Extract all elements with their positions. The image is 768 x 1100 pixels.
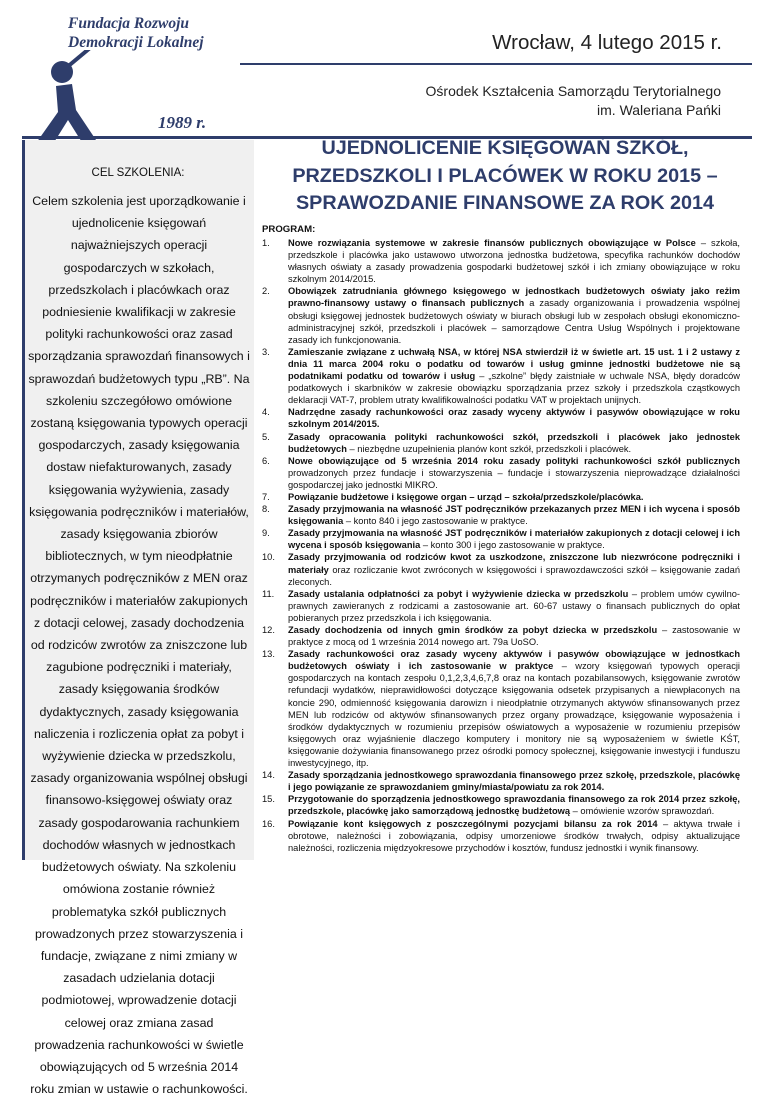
list-item	[262, 769, 740, 793]
list-item-text	[288, 769, 740, 793]
list-item-number: 11.	[262, 588, 275, 599]
list-item-bold-text: Powiązanie budżetowe i księgowe organ – urząd – szkoła/przedszkole/placówka.	[288, 491, 644, 502]
list-item	[262, 551, 740, 587]
list-item-number: 4.	[262, 407, 270, 418]
list-item-regular-text: – zastosowanie w praktyce z mocą od 1 września 2014 nowego art. 79a UoSO.	[288, 625, 741, 648]
list-item	[262, 624, 740, 648]
list-item-text	[288, 455, 740, 491]
letter-date: Wrocław, 4 lutego 2015 r.	[492, 31, 722, 54]
list-item-text	[288, 346, 740, 406]
list-item-number: 16.	[262, 818, 275, 829]
list-item-number: 15.	[262, 794, 275, 805]
list-item-text	[288, 406, 740, 430]
list-item-regular-text: – konto 840 i jego zastosowanie w praktyce.	[343, 516, 528, 527]
list-item	[262, 491, 740, 503]
list-item-regular-text: – „szkolne” błędy zaistniałe w uchwale NSA, błędy doradców podatkowych i skarbników w zakresie obowiązku sporządzania przez szkoły i przedszkola cząstkowych deklaracji VAT-7, problem utraty kwalifikowalności podatku VAT w projektach unijnych.	[288, 371, 740, 406]
list-item	[262, 237, 740, 285]
list-item-text	[288, 491, 740, 503]
list-item-bold-text: Zasady przyjmowania na własność JST podręczników przekazanych przez MEN i ich wycena i sposób księgowania	[288, 504, 740, 527]
date-divider	[240, 63, 752, 65]
list-item	[262, 346, 740, 406]
list-item	[262, 818, 740, 854]
list-item-number: 5.	[262, 431, 270, 442]
list-item	[262, 285, 740, 345]
foundation-name-line1: Fundacja Rozwoju	[68, 15, 190, 32]
list-item-regular-text: – omówienie wzorów sprawozdań.	[570, 806, 715, 817]
list-item-bold-text: Zasady opracowania polityki rachunkowości szkół, przedszkoli i placówek jako jednostek budżetowych	[288, 431, 740, 454]
list-item-text	[288, 431, 740, 455]
list-item-number: 12.	[262, 625, 275, 635]
list-item-regular-text: – wzory księgowań typowych operacji gospodarczych na kontach zespołu 0,1,2,3,4,6,7,8 oraz na kontach pozabilansowych, księgowanie zwrotów refundacji wydatków, nieprawidłowości dotyczące księgowania odsetek przypisanych a niewpłaconych na koncie 290, odmienność księgowania darowizn i nieodpłatnie otrzymanych aktywów sfinansowanych przez MEN lub rodziców od aktywów sfinansowanych przez organy prowadzące, księgowanie wyposażenia i środków dydaktycznych w rozumieniu przepisów oświatowych a wyposażenie w rozumieniu przepisów księgowych oraz wyjaśnienie dlaczego komputery i monitory nie są wyposażeniem w świetle KŚT, księgowanie dożywiania finansowanego przez ośrodki pomocy społecznej, księgowanie inwestycji i funduszu inwestycyjnego, itp.	[288, 661, 740, 769]
sidebar-divider	[22, 140, 25, 860]
list-item-text	[288, 793, 740, 817]
list-item	[262, 648, 740, 769]
list-item-regular-text: – konto 300 i jego zastosowanie w praktyce.	[420, 540, 605, 551]
list-item-regular-text: – aktywa trwałe i obrotowe, należności i zobowiązania, odpisy umorzeniowe środków trwałych, odpisy aktualizujące należności, rozliczenia międzyokresowe przychodów i kosztów, fundusz jednostki i wynik finansowy.	[288, 818, 740, 853]
list-item-number: 14.	[262, 770, 275, 781]
program-list	[262, 237, 740, 854]
sidebar-title: CEL SZKOLENIA:	[91, 167, 185, 179]
list-item-text	[288, 818, 740, 854]
sidebar-body: Celem szkolenia jest uporządkowanie i ujednolicenie księgowań najważniejszych operacji gospodarczych w szkołach, przedszkolach i placówkach oraz podniesienie kwalifikacji w zakresie polityki rachunkowości oraz zasad sporządzania sprawozdań finansowych i sprawozdań budżetowych typu „RB”. Na szkoleniu szczegółowo omówione zostaną księgowania typowych operacji gospodarczych, zasady księgowania dostaw niefakturowanych, zasady księgowania wyżywienia, zasady księgowania podręczników i materiałów, zasady księgowania zbiorów bibliotecznych, w tym nieodpłatnie otrzymanych podręczników z MEN oraz podręczników i materiałów zakupionych z dotacji celowej, zasady dochodzenia od rodziców zwrotów za zniszczone lub zagubione podręczniki i materiały, zasady księgowania środków dydaktycznych, zasady księgowania naliczenia i rozliczenia opłat za pobyt i wyżywienie dziecka w przedszkolu, zasady organizowania wspólnej obsługi finansowo-księgowej oświaty oraz zasady gospodarowania rachunkiem dochodów własnych w jednostkach budżetowych oświaty. Na szkoleniu omówiona zostanie również problematyka szkół publicznych prowadzonych przez stowarzyszenia i fundacje, związane z nimi zmiany w zasadach udzielania dotacji podmiotowej, wprowadzenie dotacji celowej oraz zmiana zasad prowadzenia rachunkowości w świetle obowiązujących od 5 września 2014 roku zmian w ustawie o rachunkowości.	[28, 194, 250, 1097]
list-item	[262, 503, 740, 527]
list-item-bold-text: Zasady sporządzania jednostkowego sprawozdania finansowego przez szkołę, przedszkole, placówkę i jego powiązanie ze sprawozdaniem gminy/miasta/powiatu za rok 2014.	[288, 770, 740, 793]
list-item-number: 10.	[262, 552, 275, 563]
list-item-number: 2.	[262, 286, 270, 297]
list-item-number: 13.	[262, 649, 275, 660]
list-item-number: 8.	[262, 504, 270, 515]
list-item-bold-text: Zamieszanie związane z uchwałą NSA, w której NSA stwierdził iż w świetle art. 15 ust. 1 i 2 ustawy z dnia 11 marca 2004 roku o podatku od towarów i usług gminne jednostki budżetowe nie są podatnikami podatku od towarów i usług	[288, 346, 740, 382]
list-item-regular-text: – problem umów cywilno-prawnych zawieranych z rodzicami a zastosowanie art. 60-67 ustawy o finansach publicznych do opłat pobieranych przez przedszkola i ich księgowania.	[288, 588, 741, 623]
list-item-bold-text: Przygotowanie do sporządzenia jednostkowego sprawozdania finansowego za rok 2014 przez szkołę, przedszkole, placówkę jako samorządową jednostkę budżetową	[288, 794, 740, 817]
list-item-regular-text: – szkoła, przedszkole i placówka jako ustawowo utworzona jednostka budżetowa, specyfika rachunków dochodów własnych oświaty a zasady prowadzenia gospodarki budżetowej szkół i ich zmiany obowiązujące w roku szkolnym 2014/2015.	[288, 238, 740, 285]
list-item-regular-text: prowadzonych przez fundacje i stowarzyszenia – fundacje i stowarzyszenia nieprowadzące działalności gospodarczej jako jednostki MIKRO.	[288, 467, 740, 490]
list-item-text	[288, 527, 740, 551]
organization-name	[301, 82, 721, 120]
list-item-number: 6.	[262, 455, 270, 466]
list-item-text	[288, 588, 740, 624]
foundation-name-line2: Demokracji Lokalnej	[68, 34, 204, 51]
list-item-bold-text: Nadrzędne zasady rachunkowości oraz zasady wyceny aktywów i pasywów obowiązujące w roku szkolnym 2014/2015.	[288, 407, 740, 430]
list-item-text	[288, 285, 740, 345]
list-item-text	[288, 624, 740, 648]
organization-line2: im. Waleriana Pańki	[597, 102, 721, 118]
list-item-regular-text: oraz rozliczanie kwot zwróconych w księgowości i sprawozdawczości szkół – księgowanie zadań zleconych.	[288, 564, 740, 587]
list-item	[262, 527, 740, 551]
list-item-text	[288, 237, 740, 285]
list-item-regular-text: a zasady organizowania i prowadzenia wspólnej obsługi księgowej jednostek budżetowych oświaty w biurach obsługi lub w zespołach obsługi ekonomiczno-administracyjnej szkół, przedszkoli i placówek – samorządowe Centra Usług Wspólnych i projektowane zasady ich funkcjonowania.	[288, 298, 740, 345]
list-item	[262, 431, 740, 455]
list-item-bold-text: Zasady dochodzenia od innych gmin środków za pobyt dziecka w przedszkolu	[288, 625, 658, 635]
page-title: UJEDNOLICENIE KSIĘGOWAŃ SZKÓŁ, PRZEDSZKOLI I PLACÓWEK W ROKU 2015 – SPRAWOZDANIE FINANSOWE ZA ROK 2014	[292, 137, 718, 214]
list-item-number: 9.	[262, 528, 270, 539]
list-item	[262, 793, 740, 817]
list-item-bold-text: Nowe obowiązujące od 5 września 2014 roku zasady polityki rachunkowości szkół publicznych	[288, 455, 740, 466]
list-item-number: 3.	[262, 346, 270, 357]
list-item-bold-text: Zasady ustalania odpłatności za pobyt i wyżywienie dziecka w przedszkolu	[288, 588, 629, 599]
list-item-number: 7.	[262, 491, 270, 502]
list-item-bold-text: Nowe rozwiązania systemowe w zakresie finansów publicznych obowiązujące w Polsce	[288, 238, 696, 248]
list-item-text	[288, 648, 740, 769]
list-item	[262, 588, 740, 624]
list-item-bold-text: Obowiązek zatrudniania głównego księgowego w jednostkach budżetowych oświaty jako reżim prawno-finansowy ustawy o finansach publicznych	[288, 286, 740, 309]
list-item	[262, 406, 740, 430]
list-item-text	[288, 551, 740, 587]
list-item-regular-text: – niezbędne uzupełnienia planów kont szkół, przedszkoli i placówek.	[346, 443, 632, 454]
program-label: PROGRAM:	[262, 224, 316, 235]
list-item-bold-text: Zasady rachunkowości oraz zasady wyceny aktywów i pasywów obowiązujące w jednostkach budżetowych oświaty i ich zastosowanie w praktyce	[288, 649, 740, 672]
list-item-bold-text: Zasady przyjmowania od rodziców kwot za uszkodzone, zniszczone lub niezwrócone podręczniki i materiały	[288, 552, 740, 575]
list-item-text	[288, 503, 740, 527]
list-item-bold-text: Powiązanie kont księgowych z poszczególnymi pozycjami bilansu za rok 2014	[288, 818, 658, 829]
list-item	[262, 455, 740, 491]
foundation-year: 1989 r.	[158, 113, 207, 132]
list-item-number: 1.	[262, 238, 270, 248]
organization-line1: Ośrodek Kształcenia Samorządu Terytorialnego	[425, 83, 721, 99]
foundation-name	[68, 14, 204, 52]
list-item-bold-text: Zasady przyjmowania na własność JST podręczników i materiałów zakupionych z dotacji celowej i ich wycena i sposób księgowania	[288, 528, 740, 551]
